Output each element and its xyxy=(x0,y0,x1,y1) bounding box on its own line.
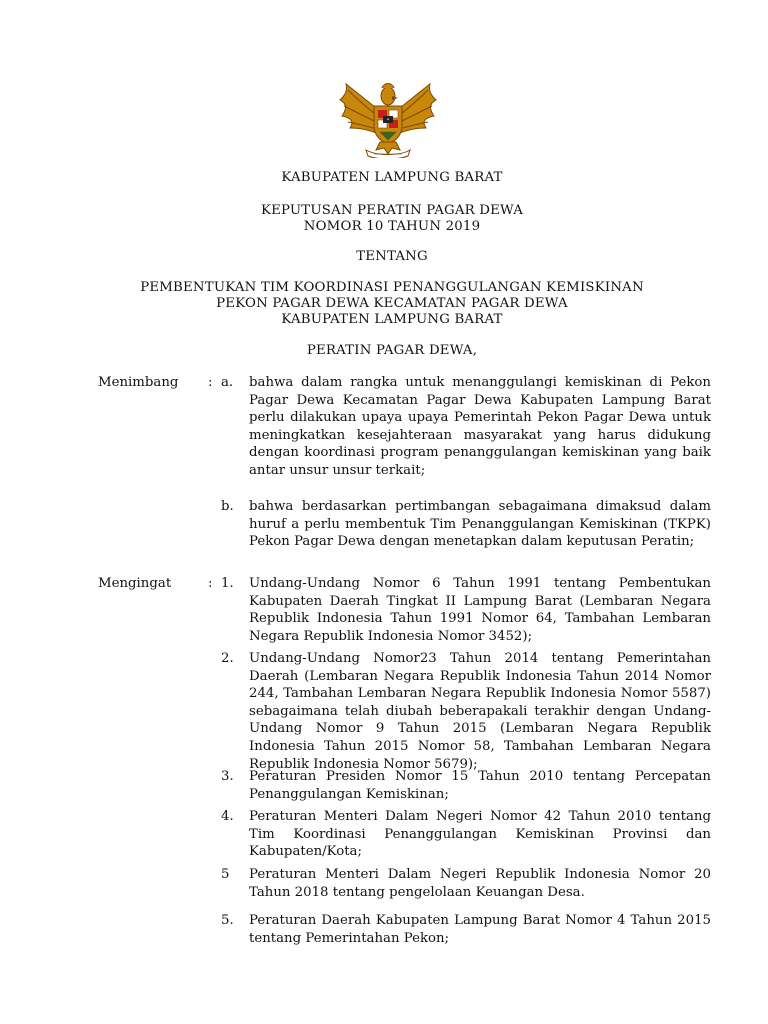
mengingat-item-5-marker: 5 xyxy=(221,867,230,882)
decree-number: NOMOR 10 TAHUN 2019 xyxy=(303,219,481,234)
mengingat-colon: : xyxy=(208,576,213,591)
menimbang-item-a-text: bahwa dalam rangka untuk menanggulangi kemiskinan di Pekon Pagar Dewa Kecamatan Pagar Dewa Kabupaten Lampung Barat perlu dilakukan upaya upaya Pemerintah Pekon Pagar Dewa untuk meningkatkan kesejahteraan masyarakat yang harus didukung dengan koordinasi program penanggulangan kemiskinan yang baik antar unsur unsur terkait; xyxy=(249,375,711,478)
mengingat-item-4-marker: 4. xyxy=(221,809,234,824)
menimbang-colon: : xyxy=(208,375,213,390)
mengingat-item-3-marker: 3. xyxy=(221,769,234,784)
menimbang-item-b-text: bahwa berdasarkan pertimbangan sebagaimana dimaksud dalam huruf a perlu membentuk Tim Penanggulangan Kemiskinan (TKPK) Pekon Pagar Dewa dengan menetapkan dalam keputusan Peratin; xyxy=(249,499,711,550)
mengingat-item-3-text: Peraturan Presiden Nomor 15 Tahun 2010 tentang Percepatan Penanggulangan Kemiskinan; xyxy=(249,769,711,802)
mengingat-item-5-text: Peraturan Menteri Dalam Negeri Republik Indonesia Nomor 20 Tahun 2018 tentang pengelolaan Keuangan Desa. xyxy=(249,867,711,900)
regency-title: KABUPATEN LAMPUNG BARAT xyxy=(281,170,503,185)
subject-line-3: KABUPATEN LAMPUNG BARAT xyxy=(281,312,503,327)
mengingat-item-4-text: Peraturan Menteri Dalam Negeri Nomor 42 Tahun 2010 tentang Tim Koordinasi Penanggulangan Kemiskinan Provinsi dan Kabupaten/Kota; xyxy=(249,809,711,860)
official-title: PERATIN PAGAR DEWA, xyxy=(306,343,478,358)
mengingat-label: Mengingat xyxy=(98,576,172,591)
decree-title: KEPUTUSAN PERATIN PAGAR DEWA xyxy=(260,203,524,218)
tentang-heading: TENTANG xyxy=(356,249,428,264)
subject-line-2: PEKON PAGAR DEWA KECAMATAN PAGAR DEWA xyxy=(216,296,568,311)
mengingat-item-2-marker: 2. xyxy=(221,651,234,666)
mengingat-item-1-text: Undang-Undang Nomor 6 Tahun 1991 tentang Pembentukan Kabupaten Daerah Tingkat II Lampung Barat (Lembaran Negara Republik Indonesia Tahun 1991 Nomor 64, Tambahan Lembaran Negara Republik Indonesia Nomor 3452); xyxy=(249,576,711,644)
mengingat-item-2-text: Undang-Undang Nomor23 Tahun 2014 tentang Pemerintahan Daerah (Lembaran Negara Republik Indonesia Tahun 2014 Nomor 244, Tambahan Lembaran Negara Republik Indonesia Nomor 5587) sebagaimana telah diubah beberapakali terakhir dengan Undang-Undang Nomor 9 Tahun 2015 (Lembaran Negara Republik Indonesia Tahun 2015 Nomor 58, Tambahan Lembaran Negara Republik Indonesia Nomor 5679); xyxy=(249,651,711,772)
garuda-emblem-icon xyxy=(336,78,440,158)
subject-line-1: PEMBENTUKAN TIM KOORDINASI PENANGGULANGAN KEMISKINAN xyxy=(140,280,644,295)
mengingat-item-6-marker: 5. xyxy=(221,913,234,928)
mengingat-item-1-marker: 1. xyxy=(221,576,234,591)
menimbang-label: Menimbang xyxy=(98,375,179,390)
menimbang-item-a-marker: a. xyxy=(221,375,234,390)
menimbang-item-b-marker: b. xyxy=(221,499,234,514)
mengingat-item-6-text: Peraturan Daerah Kabupaten Lampung Barat Nomor 4 Tahun 2015 tentang Pemerintahan Pekon; xyxy=(249,913,711,946)
